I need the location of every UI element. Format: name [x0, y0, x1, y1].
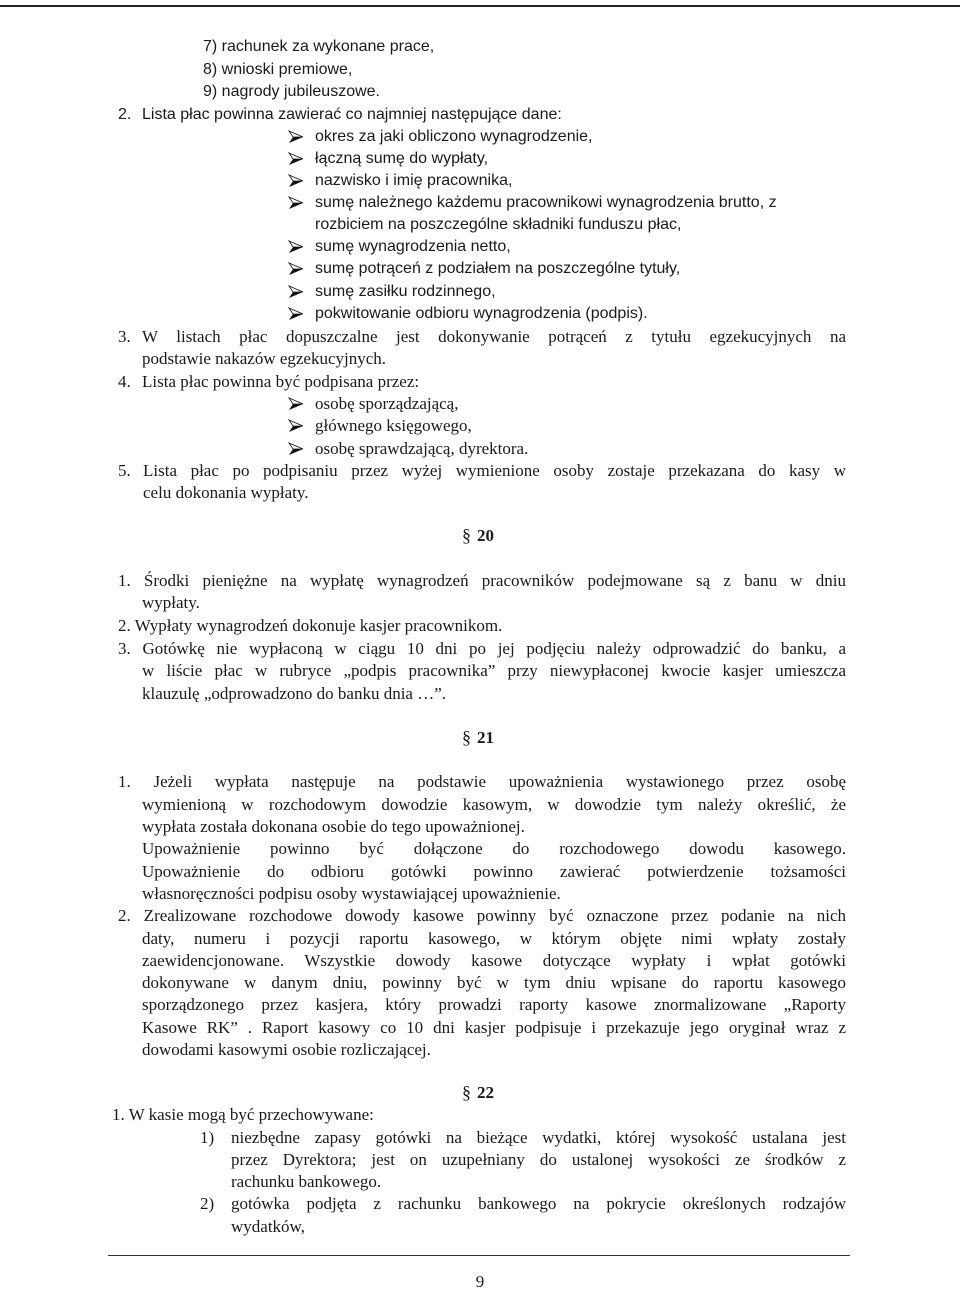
- bullet-item: sumę należnego każdemu pracownikowi wynagrodzenia brutto, z: [315, 194, 777, 211]
- arrow-bullet-icon: [288, 419, 304, 433]
- paragraph-line: Upoważnienie powinno być dołączone do rozchodowego dowodu kasowego.: [142, 839, 846, 858]
- paragraph-line: dokonywane w danym dniu, powinny być w tym dniu wpisane do raportu kasowego: [142, 973, 846, 992]
- sub-item-line: rachunku bankowego.: [231, 1172, 382, 1191]
- arrow-bullet-icon: [288, 442, 304, 456]
- footer-rule: [108, 1255, 850, 1256]
- section-sign: §: [462, 1082, 471, 1102]
- page-number: 9: [475, 1272, 485, 1291]
- section-heading-22: [462, 1082, 494, 1103]
- item-2-number: 2.: [118, 106, 132, 123]
- paragraph-line: zaewidencjonowane. Wszystkie dowody kasowe dotyczące wypłaty i wpłat gotówki: [142, 951, 846, 970]
- paragraph-line: 1. Środki pieniężne na wypłatę wynagrodzeń pracowników podejmowane są z banu w dniu: [118, 571, 846, 590]
- item-4-number: 4.: [118, 372, 131, 391]
- arrow-bullet-icon: [288, 152, 304, 166]
- bullet-item: okres za jaki obliczono wynagrodzenie,: [315, 128, 593, 145]
- section-number: 20: [477, 526, 494, 545]
- paragraph-line: w liście płac w rubryce „podpis pracownika” przy niewypłaconej kwocie kasjer umieszcza: [142, 661, 846, 680]
- sub-item-line: gotówka podjęta z rachunku bankowego na pokrycie określonych rodzajów: [231, 1194, 846, 1213]
- arrow-bullet-icon: [288, 174, 304, 188]
- sub-item-line: niezbędne zapasy gotówki na bieżące wydatki, której wysokość ustalana jest: [231, 1128, 846, 1147]
- item-4-text: Lista płac powinna być podpisana przez:: [142, 372, 420, 391]
- arrow-bullet-icon: [288, 196, 304, 210]
- paragraph-line: daty, numeru i pozycji raportu kasowego, w którym objęte nimi wpłaty zostały: [142, 929, 846, 948]
- section-heading-20: [462, 525, 494, 546]
- section-number: 21: [477, 728, 494, 747]
- item-3-line: podstawie nakazów egzekucyjnych.: [142, 349, 387, 368]
- bullet-item: sumę zasiłku rodzinnego,: [315, 283, 496, 300]
- paragraph-line: dowodami kasowymi osobie rozliczającej.: [142, 1040, 431, 1059]
- paragraph-line: sporządzonego przez kasjera, który prowadzi raporty kasowe znormalizowane „Raporty: [142, 995, 846, 1014]
- paragraph-line: Kasowe RK” . Raport kasowy co 10 dni kasjer podpisuje i przekazuje jego oryginał wraz z: [142, 1018, 846, 1037]
- sub-item-number: 2): [200, 1194, 215, 1213]
- section-number: 22: [477, 1083, 494, 1102]
- bullet-item: łączną sumę do wypłaty,: [315, 150, 489, 167]
- paragraph-line: wypłata została dokonana osobie do tego upoważnionej.: [142, 817, 525, 836]
- item-2-text: Lista płac powinna zawierać co najmniej następujące dane:: [142, 106, 562, 123]
- paragraph-line: Upoważnienie do odbioru gotówki powinno zawierać potwierdzenie tożsamości: [142, 862, 846, 881]
- bullet-item: osobę sprawdzającą, dyrektora.: [315, 439, 529, 458]
- paragraph-line: klauzulę „odprowadzono do banku dnia …”.: [142, 684, 447, 703]
- list-item: 8) wnioski premiowe,: [203, 61, 353, 78]
- bullet-item: pokwitowanie odbioru wynagrodzenia (podpis).: [315, 305, 648, 322]
- bullet-item: głównego księgowego,: [315, 416, 472, 435]
- bullet-item-continued: rozbiciem na poszczególne składniki funduszu płac,: [315, 216, 682, 233]
- sub-item-line: wydatków,: [231, 1217, 305, 1236]
- paragraph-line: 1. W kasie mogą być przechowywane:: [112, 1105, 374, 1124]
- paragraph-line: wymienioną w rozchodowym dowodzie kasowym, w dowodzie tym należy określić, że: [142, 795, 846, 814]
- paragraph-line: 2. Zrealizowane rozchodowe dowody kasowe powinny być oznaczone przez podanie na nich: [118, 906, 846, 925]
- arrow-bullet-icon: [288, 307, 304, 321]
- list-item: 9) nagrody jubileuszowe.: [203, 83, 380, 100]
- item-5-number: 5.: [118, 461, 131, 480]
- paragraph-line: własnoręczności podpisu osoby wystawiającej upoważnienie.: [142, 884, 561, 903]
- arrow-bullet-icon: [288, 285, 304, 299]
- arrow-bullet-icon: [288, 397, 304, 411]
- paragraph-line: wypłaty.: [142, 593, 200, 612]
- bullet-item: sumę wynagrodzenia netto,: [315, 238, 511, 255]
- paragraph-line: 2. Wypłaty wynagrodzeń dokonuje kasjer pracownikom.: [118, 616, 503, 635]
- sub-item-line: przez Dyrektora; jest on uzupełniany do ustalonej wysokości ze środków z: [231, 1150, 846, 1169]
- sub-item-number: 1): [200, 1128, 215, 1147]
- paragraph-line: 3. Gotówkę nie wypłaconą w ciągu 10 dni po jej podjęciu należy odprowadzić do banku, a: [118, 639, 846, 658]
- section-sign: §: [462, 727, 471, 747]
- section-sign: §: [462, 525, 471, 545]
- arrow-bullet-icon: [288, 240, 304, 254]
- item-3-number: 3.: [118, 327, 131, 346]
- item-3-line: W listach płac dopuszczalne jest dokonywanie potrąceń z tytułu egzekucyjnych na: [142, 327, 846, 346]
- paragraph-line: 1. Jeżeli wypłata następuje na podstawie upoważnienia wystawionego przez osobę: [118, 772, 846, 791]
- bullet-item: osobę sporządzającą,: [315, 394, 459, 413]
- bullet-item: nazwisko i imię pracownika,: [315, 172, 513, 189]
- list-item: 7) rachunek za wykonane prace,: [203, 38, 435, 55]
- item-5-line: celu dokonania wypłaty.: [143, 483, 309, 502]
- arrow-bullet-icon: [288, 130, 304, 144]
- arrow-bullet-icon: [288, 262, 304, 276]
- item-5-line: Lista płac po podpisaniu przez wyżej wymienione osoby zostaje przekazana do kasy w: [143, 461, 846, 480]
- bullet-item: sumę potrąceń z podziałem na poszczególne tytuły,: [315, 260, 681, 277]
- section-heading-21: [462, 727, 494, 748]
